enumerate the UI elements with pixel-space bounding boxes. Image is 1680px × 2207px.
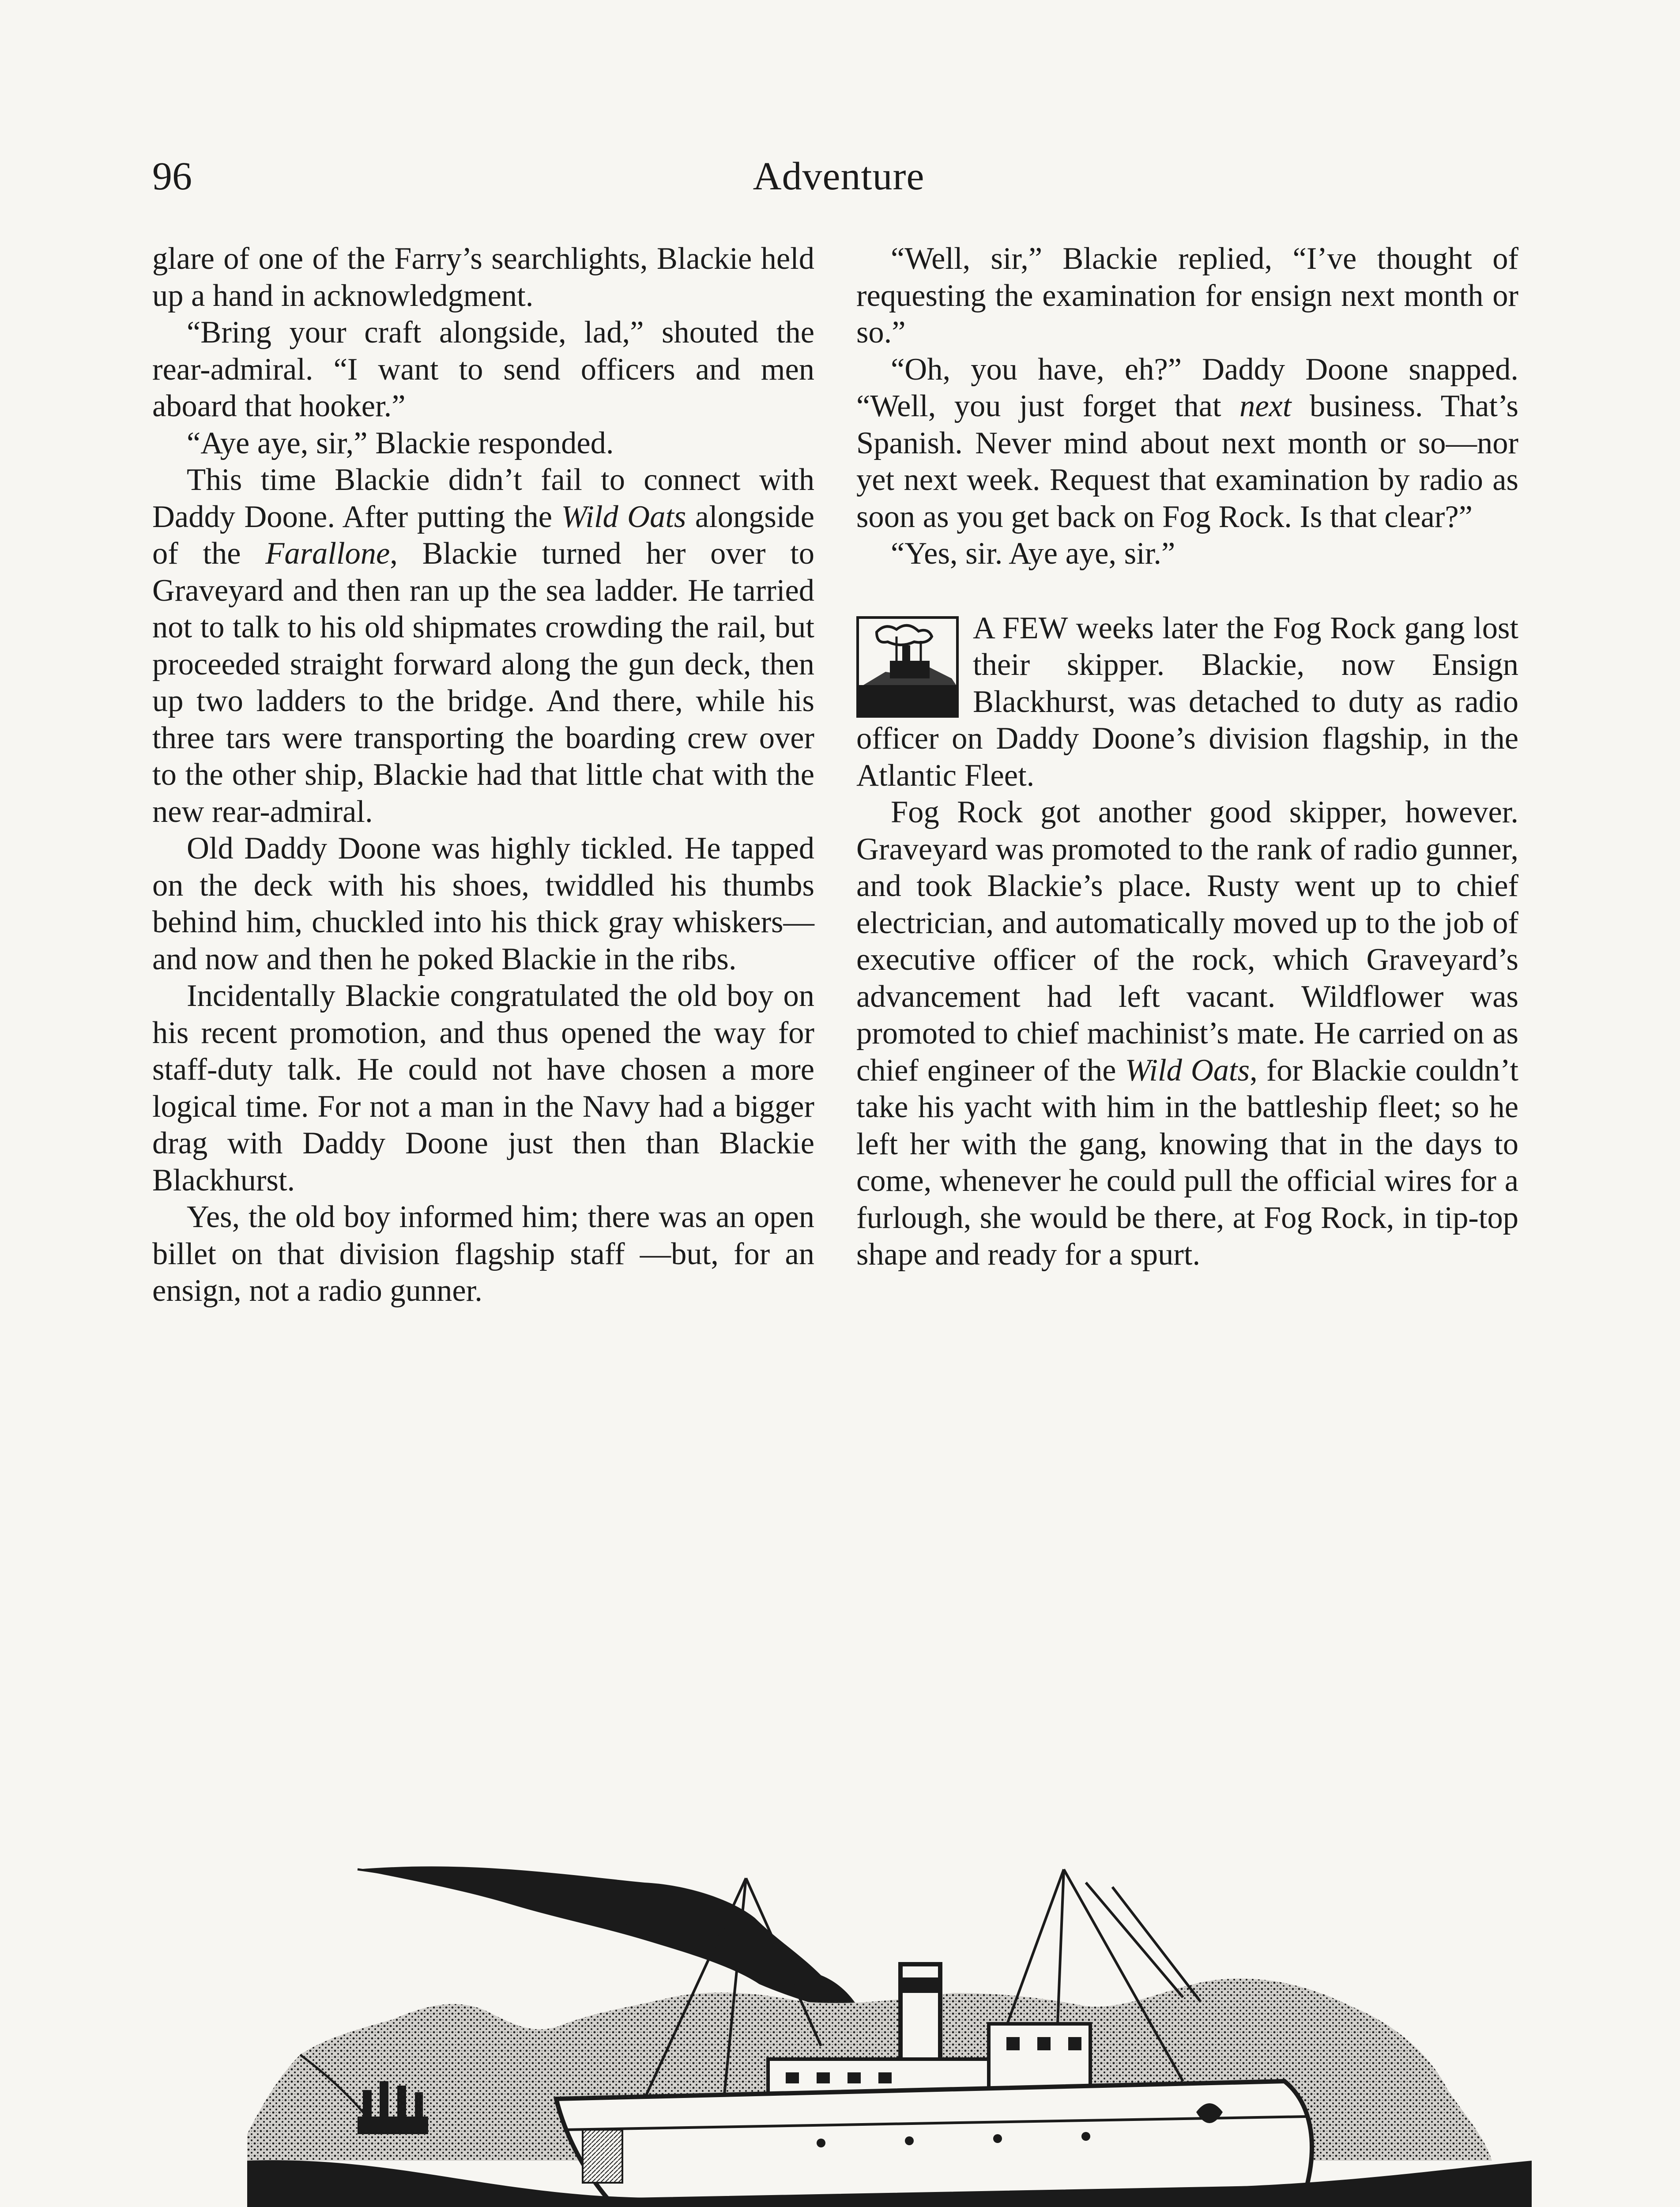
page-number: 96 [152, 154, 192, 198]
paragraph: Yes, the old boy informed him; there was an open billet on that division flagship staff —but, for an ensign, not a radio gunner. [152, 1200, 814, 1308]
text-run: “Oh, you have, eh?” Daddy Doone snapped. “Well, you just forget that [856, 352, 1518, 423]
paragraph: glare of one of the Farry’s searchlights, Blackie held up a hand in acknowledgment. [152, 241, 814, 313]
text-run: This time Blackie didn’t fail to connect with Daddy Doone. After putting the [152, 463, 814, 534]
italic-ship-name: Wild Oats [561, 499, 686, 534]
paragraph: “Bring your craft alongside, lad,” shouted the rear-admiral. “I want to send officers and men aboard that hooker.” [152, 315, 814, 423]
paragraph-text: A FEW weeks later the Fog Rock gang lost their skipper. Blackie, now Ensign Blackhurst, was detached to duty as radio officer on Daddy Doone’s division flagship, in the Atlantic Fleet. [856, 610, 1518, 793]
text-run: business. That’s Spanish. Never mind about next month or so—nor yet next week. Request that examination by radio as soon as you get back on Fog Rock. Is that clear?” [856, 389, 1518, 534]
text-run: Fog Rock got another good skipper, however. Graveyard was promoted to the rank of radio gunner, and took Blackie’s place. Rusty went up to chief electrician, and automatically moved up to the job of executive officer of the rock, which Graveyard’s advancement had left vacant. Wildflower was promoted to chief machinist’s mate. He carried on as chief engineer of the [856, 795, 1518, 1088]
right-column [856, 241, 1518, 1273]
text-run: , Blackie turned her over to Graveyard and then ran up the sea ladder. He tarried not to talk to his old shipmates crowding the rail, but proceeded straight forward along the gun deck, then up two ladders to the bridge. And there, while his three tars were transporting the boarding crew over to the other ship, Blackie had that little chat with the new rear-admiral. [152, 536, 814, 829]
running-head [152, 146, 1525, 207]
text-run: , for Blackie couldn’t take his yacht with him in the battleship fleet; so he left her with the gang, knowing that in the days to come, whenever he could pull the official wires for a furlough, she would be there, at Fog Rock, in tip-top shape and ready for a spurt. [856, 1053, 1518, 1272]
paragraph [856, 351, 1518, 536]
italic-ship-name: Wild Oats [1125, 1053, 1250, 1088]
italic-ship-name: Farallone [265, 536, 390, 571]
section-opening-paragraph [856, 610, 1518, 795]
steamship-illustration [247, 1852, 1532, 2207]
paragraph: “Well, sir,” Blackie replied, “I’ve thought of requesting the examination for ensign next month or so.” [856, 241, 1518, 350]
ship-vignette-icon [856, 616, 959, 718]
italic-word: next [1239, 389, 1292, 423]
paragraph: Incidentally Blackie congratulated the old boy on his recent promotion, and thus opened the way for staff-duty talk. He could not have chosen a more logical time. For not a man in the Navy had a bigger drag with Daddy Doone just then than Blackie Blackhurst. [152, 979, 814, 1198]
paragraph [152, 462, 814, 830]
text-run: alongside of the [152, 499, 814, 571]
paragraph: “Yes, sir. Aye aye, sir.” [891, 536, 1175, 571]
magazine-title: Adventure [753, 154, 925, 198]
left-column [152, 241, 814, 1310]
paragraph: Old Daddy Doone was highly tickled. He tapped on the deck with his shoes, twiddled his thumbs behind him, chuckled into his thick gray whiskers—and now and then he poked Blackie in the ribs. [152, 831, 814, 976]
paragraph [856, 794, 1518, 1273]
paragraph: “Aye aye, sir,” Blackie responded. [187, 426, 614, 460]
